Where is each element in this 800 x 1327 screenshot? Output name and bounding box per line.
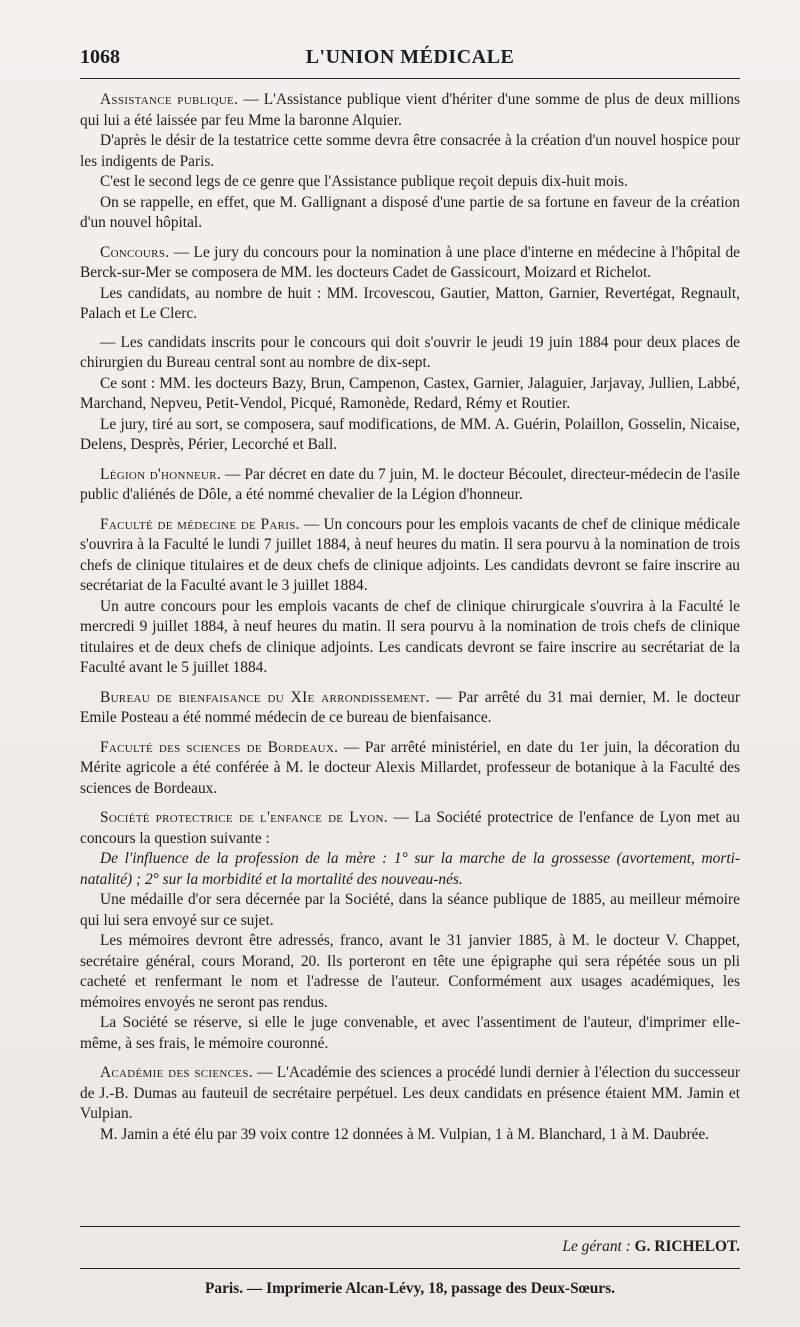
section-heading: Académie des sciences. xyxy=(100,1064,253,1081)
paragraph: Un autre concours pour les emplois vacants de chef de clinique chirurgicale s'ouvrira à la Faculté le mercredi 9 juillet 1884, à neuf heures du matin. Il sera pourvu à la nomination de trois chefs de clinique titulaires et de deux chefs de clinique adjoints. Les candicats devront se faire inscrire au secrétariat de la Faculté avant le 5 juillet 1884. xyxy=(80,597,740,676)
paragraph: Le jury, tiré au sort, se composera, sauf modifications, de MM. A. Guérin, Polaillon, Gosselin, Nicaise, Delens, Desprès, Périer, Lecorché et Ball. xyxy=(80,415,740,453)
imprint-line xyxy=(80,1280,740,1302)
section-faculte xyxy=(80,515,740,679)
paragraph: M. Jamin a été élu par 39 voix contre 12 données à M. Vulpian, 1 à M. Blanchard, 1 à M. Daubrée. xyxy=(100,1125,710,1143)
page-number: 1068 xyxy=(80,46,120,68)
paragraph: D'après le désir de la testatrice cette somme devra être consacrée à la création d'un nouvel hospice pour les indigents de Paris. xyxy=(80,132,740,170)
section-heading: Concours. xyxy=(100,243,170,261)
paragraph: Légion d'honneur. — Par décret en date du 7 juin, M. le docteur Bécoulet, directeur-médecin de l'asile public d'aliénés de Dôle, a été nommé chevalier de la Légion d'honneur. xyxy=(80,465,741,503)
paragraph: Académie des sciences. — L'Académie des sciences a procédé lundi dernier à l'élection du successeur de J.-B. Dumas au fauteuil de secrétaire perpétuel. Les deux candidats en présence étaient MM. Jamin et Vulpian. xyxy=(80,1064,740,1122)
section-heading: Bureau de bienfaisance du XIe arrondissement. xyxy=(100,688,430,706)
section-heading: Société protectrice de l'enfance de Lyon. xyxy=(100,809,388,826)
paragraph: Société protectrice de l'enfance de Lyon. — La Société protectrice de l'enfance de Lyon met au concours la question suivante : xyxy=(80,809,740,847)
section-bordeaux xyxy=(80,738,740,800)
section-concours xyxy=(80,243,740,456)
paragraph: Assistance publique. — L'Assistance publique vient d'hériter d'une somme de plus de deux millions qui lui a été laissée par feu Mme la baronne Alquier. xyxy=(80,91,740,129)
section-heading: Légion d'honneur. xyxy=(100,465,222,483)
contest-question: De l'influence de la profession de la mère : 1° sur la marche de la grossesse (avortement, morti-natalité) ; 2° sur la morbidité et la mortalité des nouveau-nés. xyxy=(80,850,740,888)
gerant-line xyxy=(80,1238,740,1260)
paragraph: Les mémoires devront être adressés, franco, avant le 31 janvier 1885, à M. le docteur V. Chappet, secrétaire général, cours Morand, 20. Ils porteront en tête une épigraphe qui sera répétée sous un pli cacheté et renfermant le nom et l'adresse de l'auteur. Conformément aux usages académiques, les mémoires envoyés ne seront pas rendus. xyxy=(80,932,740,1011)
page-header xyxy=(80,44,740,74)
gerant-name: G. RICHELOT. xyxy=(634,1238,740,1255)
header-rule xyxy=(80,78,740,79)
section-heading: Faculté des sciences de Bordeaux. xyxy=(100,738,339,756)
gerant-label: Le gérant : xyxy=(562,1238,631,1255)
imprint-rule xyxy=(80,1268,740,1269)
printer-imprint: Paris. — Imprimerie Alcan-Lévy, 18, passage des Deux-Sœurs. xyxy=(205,1280,615,1297)
paragraph: C'est le second legs de ce genre que l'Assistance publique reçoit depuis dix-huit mois. xyxy=(100,173,628,190)
paragraph: Faculté de médecine de Paris. — Un concours pour les emplois vacants de chef de clinique médicale s'ouvrira à la Faculté le lundi 7 juillet 1884, à neuf heures du matin. Il sera pourvu à la nomination de trois chefs de clinique titulaires et de deux chefs de clinique adjoints. Les candidats devront se faire inscrire au secrétariat de la Faculté avant le 3 juillet 1884. xyxy=(80,515,740,594)
section-heading: Assistance publique. xyxy=(100,91,239,108)
paragraph: La Société se réserve, si elle le juge convenable, et avec l'assentiment de l'auteur, d'imprimer elle-même, à ses frais, le mémoire couronné. xyxy=(80,1014,740,1052)
section-assistance xyxy=(80,90,740,234)
paragraph: Une médaille d'or sera décernée par la Société, dans la séance publique de 1885, au meilleur mémoire qui lui sera envoyé sur ce sujet. xyxy=(80,891,740,929)
paragraph: On se rappelle, en effet, que M. Gallignant a disposé d'une partie de sa fortune en faveur de la création d'un nouvel hôpital. xyxy=(80,193,740,231)
gerant-signature xyxy=(562,1238,740,1256)
footer-rule xyxy=(80,1226,740,1227)
section-bureau xyxy=(80,688,740,729)
section-heading: Faculté de médecine de Paris. xyxy=(100,515,300,533)
section-lyon xyxy=(80,808,740,1054)
journal-title: L'UNION MÉDICALE xyxy=(305,46,515,68)
paragraph: Concours. — Le jury du concours pour la nomination à une place d'interne en médecine à l'hôpital de Berck-sur-Mer se composera de MM. les docteurs Cadet de Gassicourt, Moizard et Richelot. xyxy=(80,243,740,281)
paragraph: Faculté des sciences de Bordeaux. — Par arrêté ministériel, en date du 1er juin, la décoration du Mérite agricole a été conférée à M. le docteur Alexis Millardet, professeur de botanique à la Faculté des sciences de Bordeaux. xyxy=(80,738,740,797)
paragraph: Bureau de bienfaisance du XIe arrondissement. — Par arrêté du 31 mai dernier, M. le docteur Emile Posteau a été nommé médecin de ce bureau de bienfaisance. xyxy=(80,688,740,726)
section-academie xyxy=(80,1063,740,1145)
article-body xyxy=(80,90,740,1145)
section-legion xyxy=(80,465,740,506)
paragraph: Ce sont : MM. les docteurs Bazy, Brun, Campenon, Castex, Garnier, Jalaguier, Jarjavay, Jullien, Labbé, Marchand, Nepveu, Petit-Vendol, Picqué, Ramonède, Redard, Rémy et Routier. xyxy=(80,374,740,412)
paragraph: — Les candidats inscrits pour le concours qui doit s'ouvrir le jeudi 19 juin 1884 pour deux places de chirurgien du Bureau central sont au nombre de dix-sept. xyxy=(80,333,740,371)
paragraph: Les candidats, au nombre de huit : MM. Ircovescou, Gautier, Matton, Garnier, Revertégat, Regnault, Palach et Le Clerc. xyxy=(80,284,740,322)
